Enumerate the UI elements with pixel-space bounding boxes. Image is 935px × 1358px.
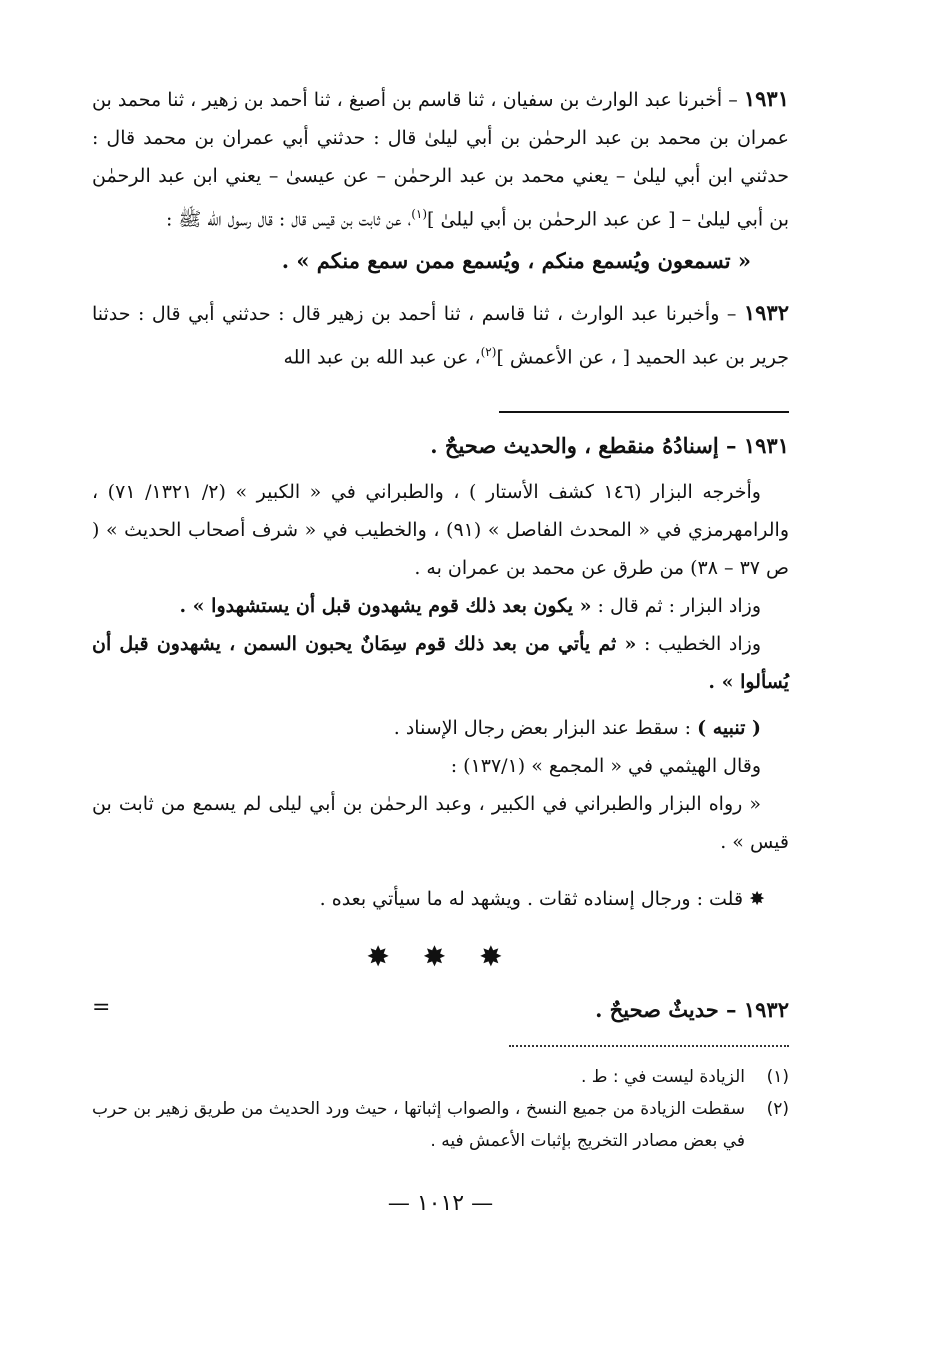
footnote-number: (١) bbox=[766, 1066, 789, 1087]
note-text: : سقط عند البزار بعض رجال الإسناد . bbox=[393, 716, 698, 739]
footnote bbox=[92, 1061, 789, 1093]
quoted-addition: « يكون بعد ذلك قوم يشهدون قبل أن يستشهدوا » . bbox=[179, 594, 592, 617]
footnote-ref[interactable]: (٢) bbox=[480, 345, 497, 360]
hadith-number: ١٩٣٢ bbox=[743, 300, 789, 326]
star-icon: ✸ bbox=[749, 887, 765, 910]
hadith-text-end: ، عن عبد الله بن عبد الله bbox=[283, 346, 481, 369]
commentary-paragraph bbox=[92, 587, 789, 625]
remark-text: قلت : ورجال إسناده ثقات . ويشهد له ما سيأتي بعده . bbox=[319, 887, 750, 910]
author-remark bbox=[92, 880, 789, 918]
heading-number: ١٩٣٢ bbox=[743, 996, 789, 1022]
hadith-text: – أخبرنا عبد الوارث بن سفيان ، ثنا قاسم بن أصبغ ، ثنا أحمد بن زهير ، ثنا محمد بن عمران بن محمد بن عبد الرحمٰن بن أبي ليلىٰ قال : حدثني أبي عمران بن محمد قال : حدثني ابن أبي ليلىٰ – يعني محمد بن عبد الرحمٰن – عن عيسىٰ – يعني ابن عبد الرحمٰن بن أبي ليلىٰ – [ عن عبد الرحمٰن بن أبي ليلىٰ ] bbox=[92, 89, 789, 231]
continuation-mark: = bbox=[92, 994, 111, 1020]
commentary-heading-row bbox=[92, 987, 789, 1037]
page-body bbox=[92, 80, 789, 1216]
heading-number: ١٩٣١ bbox=[743, 432, 789, 458]
commentary-paragraph: وأخرجه البزار (١٤٦ كشف الأستار ) ، والطبراني في « الكبير » (٢/ ١٣٢١/ ٧١) ، والرامهرمزي في « المحدث الفاصل » (٩١) ، والخطيب في « شرف أصحاب الحديث » ( ص ٣٧ – ٣٨) من طرق عن محمد بن عمران به . bbox=[92, 480, 789, 579]
page-number: — ١٠١٢ — bbox=[387, 1190, 494, 1216]
star-separator: ✸ ✸ ✸ bbox=[366, 939, 515, 973]
section-divider bbox=[499, 411, 789, 413]
footnote-ref[interactable]: (١) bbox=[411, 207, 428, 221]
footnote-text: الزيادة ليست في : ط . bbox=[580, 1066, 745, 1087]
commentary-heading-1932 bbox=[595, 987, 789, 1033]
commentary-heading-1931 bbox=[92, 423, 789, 469]
hadith-text-end: ، عن ثابت بن قيس قال : قال رسول الله ﷺ : bbox=[165, 208, 412, 231]
note-label: ( تنبيه ) bbox=[697, 716, 761, 739]
footnote bbox=[92, 1093, 789, 1157]
heading-text: – حديثٌ صحيحٌ . bbox=[595, 996, 744, 1022]
quotation-paragraph: « رواه البزار والطبراني في الكبير ، وعبد الرحمٰن بن أبي ليلى لم يسمع من ثابت بن قيس » . bbox=[92, 792, 789, 853]
hadith-1932 bbox=[92, 294, 789, 376]
hadith-text: – وأخبرنا عبد الوارث ، ثنا قاسم ، ثنا أحمد بن زهير قال : حدثني أبي قال : حدثنا جرير بن عبد الحميد [ ، عن الأعمش ] bbox=[92, 303, 789, 369]
quoted-addition: « ثم يأتي من بعد ذلك قوم سِمَانٌ يحبون السمن ، يشهدون قبل أن يُسألوا » . bbox=[92, 632, 789, 693]
hadith-matn: « تسمعون ويُسمع منكم ، ويُسمع ممن سمع منكم » . bbox=[281, 248, 751, 274]
note-paragraph bbox=[92, 709, 789, 747]
footnote-divider bbox=[509, 1045, 789, 1055]
paragraph-prefix: وزاد البزار : ثم قال : bbox=[591, 594, 761, 617]
footnote-text: سقطت الزيادة من جميع النسخ ، والصواب إثباتها ، حيث ورد الحديث من طريق زهير بن حرب في بعض مصادر التخريج بإثبات الأعمش فيه . bbox=[92, 1098, 745, 1151]
commentary-paragraph bbox=[92, 625, 789, 701]
hadith-number: ١٩٣١ bbox=[743, 86, 789, 111]
paragraph-prefix: وزاد الخطيب : bbox=[636, 632, 761, 655]
commentary-paragraph: وقال الهيثمي في « المجمع » (١٣٧/١) : bbox=[450, 754, 761, 777]
footnote-number: (٢) bbox=[766, 1098, 789, 1119]
heading-text: – إسنادُهُ منقطع ، والحديث صحيحٌ . bbox=[430, 432, 744, 458]
hadith-1931 bbox=[92, 80, 789, 238]
